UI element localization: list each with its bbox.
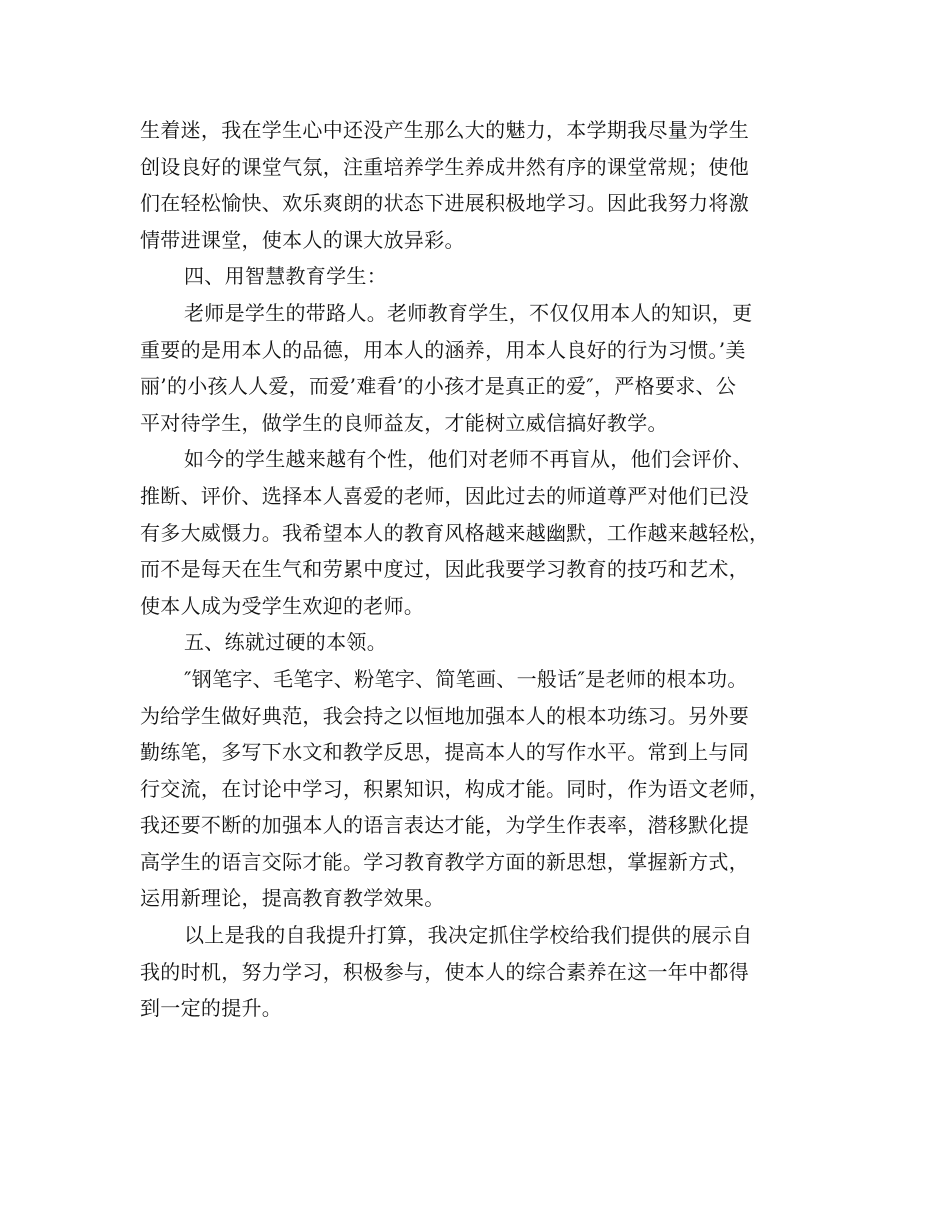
- text-line: 而不是每天在生气和劳累中度过，因此我要学习教育的技巧和艺术，: [140, 557, 749, 582]
- text-line: 为给学生做好典范，我会持之以恒地加强本人的根本功练习。另外要: [140, 703, 749, 728]
- section-heading-four: [140, 258, 820, 295]
- text-line: 丽’的小孩人人爱，而爱’难看’的小孩才是真正的爱″，严格要求、公: [140, 374, 737, 399]
- text-line: 行交流，在讨论中学习，积累知识，构成才能。同时，作为语文老师，: [140, 776, 770, 801]
- text-line: 生着迷，我在学生心中还没产生那么大的魅力，本学期我尽量为学生: [140, 118, 749, 142]
- text-line: 老师是学生的带路人。老师教育学生，不仅仅用本人的知识，更: [184, 300, 753, 325]
- text-line: ″钢笔字、毛笔字、粉笔字、简笔画、一般话″是老师的根本功。: [184, 666, 748, 691]
- text-line: 勤练笔，多写下水文和教学反思，提高本人的写作水平。常到上与同: [140, 740, 749, 765]
- paragraph-students-personality: [140, 441, 820, 624]
- text-line: 平对待学生，做学生的良师益友，才能树立威信搞好教学。: [140, 410, 668, 435]
- paragraph-continuation: [140, 112, 820, 258]
- text-line: 以上是我的自我提升打算，我决定抓住学校给我们提供的展示自: [184, 923, 753, 948]
- text-line: 创设良好的课堂气氛，注重培养学生养成井然有序的课堂常规；使他: [140, 154, 749, 179]
- document-body: [140, 112, 820, 1027]
- heading-line: 五、练就过硬的本领。: [184, 630, 387, 655]
- paragraph-teacher-guide: [140, 295, 820, 441]
- section-heading-five: [140, 624, 820, 661]
- text-line: 们在轻松愉快、欢乐爽朗的状态下进展积极地学习。因此我努力将激: [140, 191, 749, 216]
- text-line: 到一定的提升。: [140, 996, 283, 1021]
- text-line: 我还要不断的加强本人的语言表达才能，为学生作表率，潜移默化提: [140, 813, 749, 838]
- paragraph-basic-skills: [140, 661, 820, 917]
- text-line: 运用新理论，提高教育教学效果。: [140, 886, 445, 911]
- text-line: 如今的学生越来越有个性，他们对老师不再盲从，他们会评价、: [184, 447, 753, 472]
- text-line: 情带进课堂，使本人的课大放异彩。: [140, 227, 465, 252]
- text-line: 使本人成为受学生欢迎的老师。: [140, 593, 425, 618]
- heading-line: 四、用智慧教育学生：: [184, 264, 387, 289]
- paragraph-conclusion: [140, 917, 820, 1027]
- text-line: 有多大威慑力。我希望本人的教育风格越来越幽默，工作越来越轻松，: [140, 520, 770, 545]
- text-line: 我的时机，努力学习，积极参与，使本人的综合素养在这一年中都得: [140, 959, 749, 984]
- text-line: 推断、评价、选择本人喜爱的老师，因此过去的师道尊严对他们已没: [140, 483, 749, 508]
- text-line: 重要的是用本人的品德，用本人的涵养，用本人良好的行为习惯。’美: [140, 337, 746, 362]
- text-line: 高学生的语言交际才能。学习教育教学方面的新思想，掌握新方式，: [140, 849, 749, 874]
